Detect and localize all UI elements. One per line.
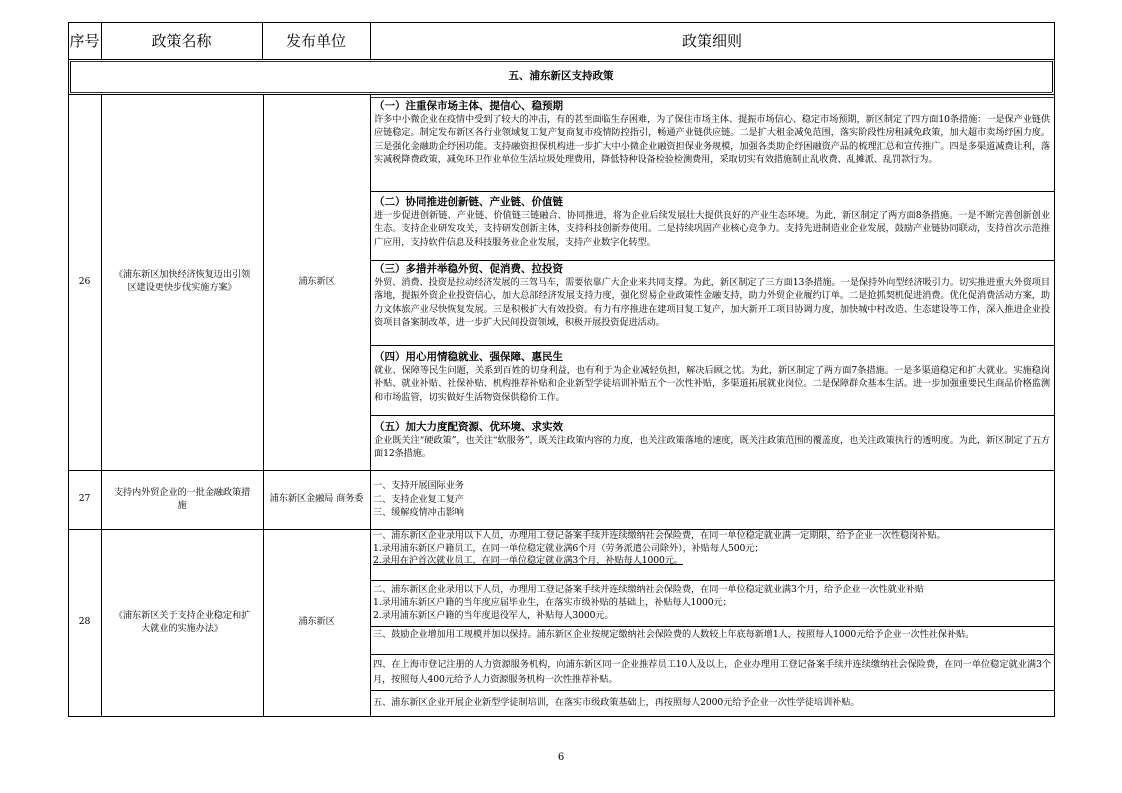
item-text: 二、浦东新区企业录用以下人员，办理用工登记备案手续并连续缴纳社会保险费，在同一单位稳定就业满3个月，给予企业一次性就业补贴 (373, 584, 924, 595)
row-26-block-5 (374, 421, 1050, 469)
block-title: （二）协同推进创新链、产业链、价值链 (374, 196, 563, 208)
item-text: 三、鼓励企业增加用工规模并加以保持。浦东新区企业按规定缴纳社会保险费的人数较上年底每新增1人，按照每人1000元给予企业一次性社保补贴。 (373, 629, 975, 640)
row-28-name (104, 529, 260, 716)
section-title-text: 五、浦东新区支持政策 (508, 70, 614, 82)
row-26-name-text: 《浦东新区加快经济恢复迈出引领区建设更快步伐实施方案》 (113, 269, 251, 293)
page-number-text: 6 (557, 751, 565, 763)
block-text: 外贸、消费、投资是拉动经济发展的三驾马车，需要依靠广大企业来共同支撑。为此，新区制定了三方面13条措施。一是保持外向型经济吸引力。切实推进重大外资项目落地，提振外资企业投资信心，加大总部经济发展支持力度，强化贸易企业政策性金融支持，助力外贸企业履约订单。二是抢抓契机促进消费。优化促消费活动方案，助力文体旅产业尽快恢复发展。三是积极扩大有效投资。有力有序推进在建项目复工复产，加大新开工项目协调力度，加快城中村改造、生态建设等工作，深入推进企业投资项目备案制改革，进一步扩大民间投资领域，积极开展投资促进活动。 (374, 277, 1050, 328)
header-name (101, 22, 262, 59)
row-27-no (68, 470, 101, 529)
list-item: 一、支持开展国际业务 (373, 480, 464, 491)
header-detail-label: 政策细则 (681, 32, 742, 50)
row-26-unit (263, 94, 370, 470)
list-item: 二、支持企业复工复产 (373, 493, 464, 505)
item-sub: 2.录用在沪首次就业员工，在同一单位稳定就业满3个月，补贴每人1000元。 (373, 555, 683, 567)
block-title: （四）用心用情稳就业、强保障、惠民生 (374, 351, 563, 363)
section-title (70, 61, 1052, 92)
row-26-no (68, 94, 101, 470)
block-title: （五）加大力度配资源、优环境、求实效 (374, 421, 563, 433)
header-unit-label: 发布单位 (285, 32, 346, 50)
row-28-unit-text: 浦东新区 (298, 616, 335, 628)
header-detail (370, 22, 1054, 59)
row-28-item-3 (373, 628, 1051, 641)
row-27-unit-text: 浦东新区金融局 商务委 (269, 493, 364, 505)
item-sub: 1.录用浦东新区户籍员工，在同一单位稳定就业满6个月（劳务派遣公司除外），补贴每人500元； (373, 542, 764, 554)
block-title: （一）注重保市场主体、提信心、稳预期 (374, 100, 563, 112)
row-26-block-2 (374, 196, 1050, 259)
row-27-lines (373, 479, 1049, 520)
row-27-name (104, 470, 260, 529)
row-26-block-1 (374, 100, 1050, 190)
row-27-name-text: 支持内外贸企业的一批金融政策措施 (113, 486, 251, 511)
item-text: 一、浦东新区企业录用以下人员，办理用工登记备案手续并连续缴纳社会保险费，在同一单位稳定就业满一定期限，给予企业一次性稳岗补贴。 (373, 530, 946, 541)
block-text: 就业、保障等民生问题，关系到百姓的切身利益，也有利于为企业减轻负担，解决后顾之忧。为此，新区制定了两方面7条措施。一是多渠道稳定和扩大就业。实施稳岗补贴、就业补贴、社保补贴、机构推荐补贴和企业新型学徒培训补贴五个一次性补贴，多渠道拓展就业岗位。二是保障群众基本生活。进一步加强重要民生商品价格监测和市场监管，切实做好生活物资保供稳价工作。 (374, 365, 1050, 403)
header-no (68, 22, 101, 59)
row-28-item-5 (373, 696, 1051, 709)
item-sub: 1.录用浦东新区户籍的当年度应届毕业生，在落实市级补贴的基础上，补贴每人1000元； (373, 597, 732, 608)
row-28-item-4 (373, 657, 1051, 687)
row-28-item-2 (373, 583, 1051, 622)
row-28-name-text: 《浦东新区关于支持企业稳定和扩大就业的实施办法》 (113, 609, 251, 634)
header-name-label: 政策名称 (151, 32, 212, 50)
block-title: （三）多措并举稳外贸、促消费、拉投资 (374, 263, 563, 275)
row-28-unit (263, 529, 370, 716)
item-sub: 2.录用浦东新区户籍的当年度退役军人，补贴每人3000元。 (373, 610, 614, 621)
block-text: 企业既关注“硬政策”，也关注“软服务”，既关注政策内容的力度，也关注政策落地的速度，既关注政策范围的覆盖度，也关注政策执行的透明度。为此，新区制定了五方面12条措施。 (374, 435, 1050, 460)
row-26-name (104, 94, 260, 470)
item-text: 五、浦东新区企业开展企业新型学徒制培训，在落实市级政策基础上，再按照每人2000元给予企业一次性学徒培训补贴。 (373, 697, 860, 708)
page-number (540, 750, 582, 764)
row-26-block-3 (374, 263, 1050, 344)
row-26-unit-text: 浦东新区 (298, 275, 335, 287)
row-27-unit (263, 470, 370, 529)
row-27-no-text: 27 (78, 493, 91, 505)
row-26-no-text: 26 (78, 275, 91, 287)
header-unit (262, 22, 370, 59)
row-28-no (68, 529, 101, 716)
list-item: 三、缓解疫情冲击影响 (373, 507, 464, 518)
row-26-block-4 (374, 351, 1050, 414)
block-text: 许多中小微企业在疫情中受到了较大的冲击，有的甚至面临生存困难，为了保住市场主体、提振市场信心、稳定市场预期，新区制定了四方面10条措施：一是保产业链供应链稳定。制定发布新区各行业领域复工复产复商复市疫情防控指引，畅通产业链供应链。二是扩大租金减免范围，落实阶段性房租减免政策，加大超市卖场纾困力度。三是强化金融助企纾困功能。支持融资担保机构进一步扩大中小微企业融资担保业务规模，加强各类助企纾困融资产品的梳理汇总和宣传推广。四是多渠道减费让利，落实减税降费政策，减免环卫作业单位生活垃圾处理费用，降低特种设备检验检测费用，采取切实有效措施制止乱收费、乱摊派、乱罚款行为。 (374, 114, 1050, 165)
block-text: 进一步促进创新链、产业链、价值链三链融合、协同推进，将为企业后续发展壮大提供良好的产业生态环境。为此，新区制定了两方面8条措施。一是不断完善创新创业生态。支持企业研发攻关，支持研发创新主体，支持科技创新券使用。二是持续巩固产业核心竞争力。支持先进制造业企业发展，鼓励产业链协同联动，支持首次示范推广应用，支持软件信息及科技服务业企业发展，支持产业数字化转型。 (374, 210, 1050, 248)
row-28-item-1 (373, 530, 1051, 568)
row-28-no-text: 28 (78, 616, 91, 628)
item-text: 四、在上海市登记注册的人力资源服务机构，向浦东新区同一企业推荐员工10人及以上，企业办理用工登记备案手续并连续缴纳社会保险费，在同一单位稳定就业满3个月，按照每人400元给予人力资源服务机构一次性推荐补贴。 (373, 659, 1051, 685)
header-no-label: 序号 (69, 32, 100, 50)
